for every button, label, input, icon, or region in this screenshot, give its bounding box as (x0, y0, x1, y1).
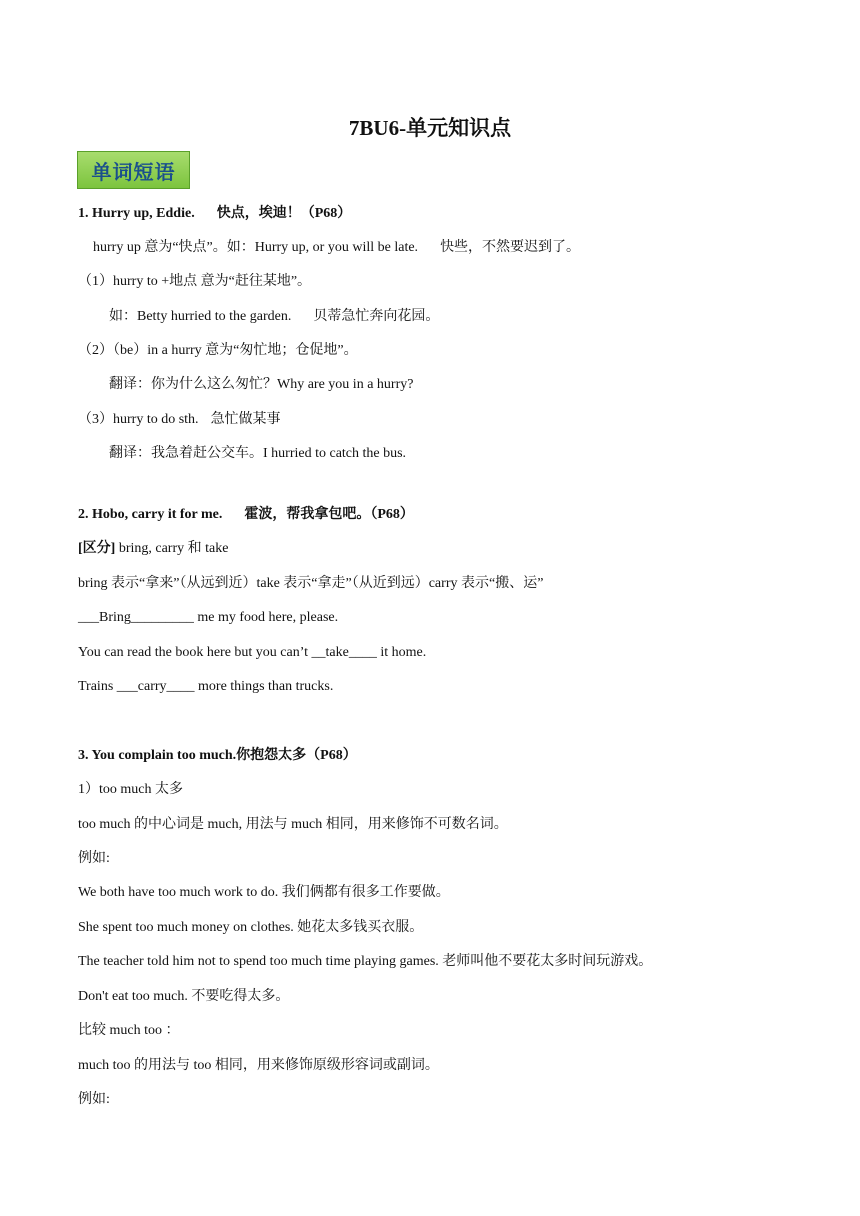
section-3-line-4: We both have too much work to do. 我们俩都有很多工作要做。 (78, 885, 450, 900)
section-1-heading-cn: 快点，埃迪！（P68） (216, 206, 352, 221)
section-3-line-5: She spent too much money on clothes. 她花太多钱买衣服。 (78, 920, 424, 935)
section-1-line-7: 翻译：我急着赶公交车。I hurried to catch the bus. (109, 446, 407, 461)
section-badge-vocabulary: 单词短语 (77, 151, 190, 189)
section-3-line-9: much too 的用法与 too 相同，用来修饰原级形容词或副词。 (78, 1058, 439, 1073)
text: bring, carry 和 take (118, 541, 229, 556)
section-3-line-1: 1）too much 太多 (78, 782, 183, 797)
section-1-line-4: （2）（be）in a hurry 意为“匆忙地；仓促地”。 (78, 343, 358, 358)
section-3-line-7: Don't eat too much. 不要吃得太多。 (78, 989, 290, 1004)
section-2-line-4: You can read the book here but you can’t __take____ it home. (78, 645, 427, 660)
page-title: 7BU6-单元知识点 (348, 116, 512, 140)
compare-tag: [区分] (78, 541, 116, 556)
section-1-heading-en: 1. Hurry up, Eddie. (78, 206, 195, 221)
section-1-line-2: （1）hurry to +地点 意为“赶往某地”。 (78, 274, 312, 289)
section-2-heading-cn: 霍波，帮我拿包吧。（P68） (244, 507, 414, 522)
section-3-line-2: too much 的中心词是 much, 用法与 much 相同，用来修饰不可数名词。 (78, 817, 508, 832)
translation: 急忙做某事 (210, 412, 281, 427)
section-1-line-5: 翻译：你为什么这么匆忙？Why are you in a hurry? (109, 377, 414, 392)
section-1-heading (78, 205, 351, 223)
text: 如：Betty hurried to the garden. (109, 309, 292, 324)
section-2-line-2: bring 表示“拿来”（从远到近）take 表示“拿走”（从近到远）carry 表示“搬、运” (78, 576, 544, 591)
section-3-line-6: The teacher told him not to spend too much time playing games. 老师叫他不要花太多时间玩游戏。 (78, 954, 653, 969)
section-2-line-3: ___Bring_________ me my food here, please. (78, 610, 339, 625)
translation: 快些，不然要迟到了。 (440, 240, 581, 255)
text: （3）hurry to do sth. (78, 412, 199, 427)
text: hurry up 意为“快点”。如：Hurry up, or you will be late. (93, 240, 419, 255)
section-2-heading (78, 506, 414, 524)
section-1-line-6 (78, 411, 281, 429)
section-3-line-8: 比较 much too ： (78, 1023, 180, 1038)
section-3-heading: 3. You complain too much.你抱怨太多（P68） (78, 748, 357, 763)
section-2-line-5: Trains ___carry____ more things than trucks. (78, 679, 334, 694)
section-3-line-10: 例如: (78, 1092, 110, 1107)
translation: 贝蒂急忙奔向花园。 (313, 309, 440, 324)
section-2-line-1 (78, 540, 228, 558)
section-1-line-1 (93, 239, 580, 257)
section-1-line-3 (109, 308, 439, 326)
section-2-heading-en: 2. Hobo, carry it for me. (78, 507, 223, 522)
section-3-line-3: 例如: (78, 851, 110, 866)
